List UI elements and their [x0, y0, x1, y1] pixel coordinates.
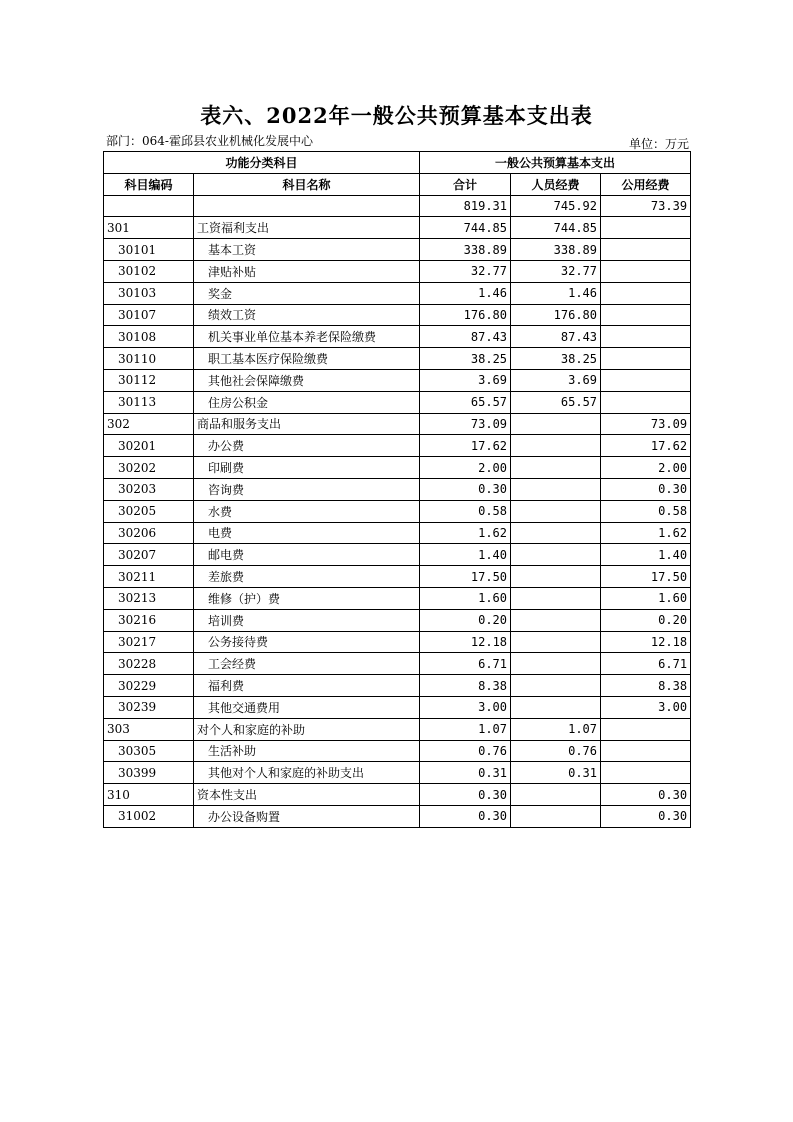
- cell-code: 30202: [104, 457, 194, 479]
- cell-personnel: 1.46: [511, 282, 601, 304]
- cell-code: 30216: [104, 609, 194, 631]
- cell-name: 咨询费: [194, 478, 420, 500]
- cell-name: 住房公积金: [194, 391, 420, 413]
- cell-public: 17.62: [601, 435, 691, 457]
- table-row: [104, 675, 691, 697]
- cell-personnel: [511, 435, 601, 457]
- cell-public: 6.71: [601, 653, 691, 675]
- cell-personnel: [511, 696, 601, 718]
- header-personnel: 人员经费: [511, 173, 601, 195]
- cell-public: 1.60: [601, 587, 691, 609]
- cell-total: 0.31: [420, 762, 511, 784]
- cell-total: 0.30: [420, 805, 511, 827]
- cell-name: 基本工资: [194, 239, 420, 261]
- table-row: [104, 435, 691, 457]
- cell-total: 819.31: [420, 195, 511, 217]
- cell-code: 30207: [104, 544, 194, 566]
- table-row: [104, 587, 691, 609]
- cell-code: 30239: [104, 696, 194, 718]
- cell-code: 301: [104, 217, 194, 239]
- cell-public: [601, 718, 691, 740]
- cell-personnel: 38.25: [511, 348, 601, 370]
- cell-public: 2.00: [601, 457, 691, 479]
- cell-name: 工资福利支出: [194, 217, 420, 239]
- cell-code: 30205: [104, 500, 194, 522]
- cell-total: 3.69: [420, 369, 511, 391]
- cell-name: 电费: [194, 522, 420, 544]
- cell-code: [104, 195, 194, 217]
- cell-total: 744.85: [420, 217, 511, 239]
- cell-name: 福利费: [194, 675, 420, 697]
- header-public: 公用经费: [601, 173, 691, 195]
- cell-total: 17.50: [420, 566, 511, 588]
- cell-personnel: [511, 413, 601, 435]
- cell-personnel: 744.85: [511, 217, 601, 239]
- cell-code: 30213: [104, 587, 194, 609]
- cell-code: 30217: [104, 631, 194, 653]
- header-group-budget: 一般公共预算基本支出: [420, 152, 691, 174]
- cell-personnel: 338.89: [511, 239, 601, 261]
- cell-personnel: [511, 500, 601, 522]
- cell-personnel: [511, 784, 601, 806]
- cell-personnel: [511, 653, 601, 675]
- header-group-row: [104, 152, 691, 174]
- cell-code: 30201: [104, 435, 194, 457]
- cell-code: 303: [104, 718, 194, 740]
- cell-name: 工会经费: [194, 653, 420, 675]
- header-column-row: [104, 173, 691, 195]
- cell-personnel: [511, 587, 601, 609]
- cell-total: 6.71: [420, 653, 511, 675]
- cell-total: 0.30: [420, 784, 511, 806]
- table-row: [104, 522, 691, 544]
- cell-name: 对个人和家庭的补助: [194, 718, 420, 740]
- cell-public: [601, 391, 691, 413]
- cell-public: 73.39: [601, 195, 691, 217]
- cell-name: 机关事业单位基本养老保险缴费: [194, 326, 420, 348]
- table-row: [104, 369, 691, 391]
- cell-public: 0.30: [601, 784, 691, 806]
- page-title: 表六、2022年一般公共预算基本支出表: [200, 103, 593, 128]
- cell-code: 30228: [104, 653, 194, 675]
- cell-code: 302: [104, 413, 194, 435]
- cell-public: 8.38: [601, 675, 691, 697]
- department-label: 部门：064-霍邱县农业机械化发展中心: [106, 134, 313, 148]
- cell-name: 其他对个人和家庭的补助支出: [194, 762, 420, 784]
- table-row: [104, 784, 691, 806]
- table-row: [104, 544, 691, 566]
- cell-name: 其他社会保障缴费: [194, 369, 420, 391]
- cell-total: 0.20: [420, 609, 511, 631]
- cell-name: 津贴补贴: [194, 260, 420, 282]
- cell-public: [601, 217, 691, 239]
- cell-personnel: [511, 566, 601, 588]
- cell-name: 生活补助: [194, 740, 420, 762]
- cell-total: 0.30: [420, 478, 511, 500]
- cell-public: 73.09: [601, 413, 691, 435]
- cell-public: [601, 762, 691, 784]
- cell-code: 30110: [104, 348, 194, 370]
- cell-total: 338.89: [420, 239, 511, 261]
- cell-public: 12.18: [601, 631, 691, 653]
- cell-personnel: 32.77: [511, 260, 601, 282]
- cell-total: 65.57: [420, 391, 511, 413]
- cell-code: 31002: [104, 805, 194, 827]
- cell-code: 30211: [104, 566, 194, 588]
- cell-name: 资本性支出: [194, 784, 420, 806]
- table-row: [104, 653, 691, 675]
- cell-public: 1.62: [601, 522, 691, 544]
- table-row: [104, 391, 691, 413]
- table-row: [104, 718, 691, 740]
- cell-total: 87.43: [420, 326, 511, 348]
- cell-personnel: 1.07: [511, 718, 601, 740]
- cell-code: 30103: [104, 282, 194, 304]
- cell-total: 1.62: [420, 522, 511, 544]
- cell-total: 32.77: [420, 260, 511, 282]
- cell-total: 176.80: [420, 304, 511, 326]
- table-row: [104, 413, 691, 435]
- cell-personnel: [511, 675, 601, 697]
- cell-name: 职工基本医疗保险缴费: [194, 348, 420, 370]
- cell-code: 310: [104, 784, 194, 806]
- cell-total: 38.25: [420, 348, 511, 370]
- cell-public: [601, 348, 691, 370]
- cell-total: 0.58: [420, 500, 511, 522]
- cell-public: 1.40: [601, 544, 691, 566]
- cell-personnel: [511, 805, 601, 827]
- cell-name: 公务接待费: [194, 631, 420, 653]
- table-row: [104, 282, 691, 304]
- table-row: [104, 217, 691, 239]
- cell-code: 30108: [104, 326, 194, 348]
- cell-total: 1.40: [420, 544, 511, 566]
- cell-name: 印刷费: [194, 457, 420, 479]
- cell-code: 30102: [104, 260, 194, 282]
- cell-public: 0.30: [601, 805, 691, 827]
- cell-public: 0.58: [601, 500, 691, 522]
- cell-personnel: [511, 609, 601, 631]
- cell-personnel: 0.76: [511, 740, 601, 762]
- cell-personnel: [511, 457, 601, 479]
- cell-public: [601, 326, 691, 348]
- table-row: [104, 631, 691, 653]
- cell-total: 8.38: [420, 675, 511, 697]
- header-code: 科目编码: [104, 173, 194, 195]
- table-row: [104, 696, 691, 718]
- cell-public: 0.20: [601, 609, 691, 631]
- cell-name: 办公设备购置: [194, 805, 420, 827]
- table-row: [104, 762, 691, 784]
- table-row: [104, 478, 691, 500]
- cell-public: 17.50: [601, 566, 691, 588]
- cell-name: 其他交通费用: [194, 696, 420, 718]
- table-header: [104, 152, 691, 196]
- cell-public: [601, 282, 691, 304]
- table-row: [104, 326, 691, 348]
- cell-code: 30101: [104, 239, 194, 261]
- budget-table: [103, 151, 691, 828]
- cell-code: 30113: [104, 391, 194, 413]
- table-row: [104, 348, 691, 370]
- cell-personnel: 65.57: [511, 391, 601, 413]
- cell-total: 73.09: [420, 413, 511, 435]
- cell-code: 30229: [104, 675, 194, 697]
- header-group-functional: 功能分类科目: [104, 152, 420, 174]
- table-row: [104, 195, 691, 217]
- cell-code: 30107: [104, 304, 194, 326]
- cell-personnel: 176.80: [511, 304, 601, 326]
- table-row: [104, 457, 691, 479]
- cell-total: 0.76: [420, 740, 511, 762]
- cell-name: 办公费: [194, 435, 420, 457]
- cell-code: 30305: [104, 740, 194, 762]
- table-row: [104, 304, 691, 326]
- cell-personnel: 87.43: [511, 326, 601, 348]
- cell-public: [601, 304, 691, 326]
- cell-name: [194, 195, 420, 217]
- cell-total: 3.00: [420, 696, 511, 718]
- cell-personnel: [511, 544, 601, 566]
- table-row: [104, 260, 691, 282]
- table-row: [104, 609, 691, 631]
- cell-name: 差旅费: [194, 566, 420, 588]
- cell-public: [601, 239, 691, 261]
- cell-public: [601, 369, 691, 391]
- table-body: [104, 195, 691, 827]
- cell-personnel: [511, 478, 601, 500]
- cell-code: 30112: [104, 369, 194, 391]
- cell-personnel: [511, 522, 601, 544]
- cell-public: 3.00: [601, 696, 691, 718]
- cell-name: 商品和服务支出: [194, 413, 420, 435]
- cell-code: 30399: [104, 762, 194, 784]
- cell-total: 12.18: [420, 631, 511, 653]
- table-row: [104, 239, 691, 261]
- table-row: [104, 805, 691, 827]
- cell-public: [601, 740, 691, 762]
- cell-name: 水费: [194, 500, 420, 522]
- cell-personnel: 3.69: [511, 369, 601, 391]
- cell-name: 维修（护）费: [194, 587, 420, 609]
- unit-label: 单位：万元: [628, 137, 689, 151]
- cell-public: [601, 260, 691, 282]
- table-row: [104, 740, 691, 762]
- cell-total: 1.60: [420, 587, 511, 609]
- header-name: 科目名称: [194, 173, 420, 195]
- cell-name: 奖金: [194, 282, 420, 304]
- table-row: [104, 500, 691, 522]
- cell-code: 30203: [104, 478, 194, 500]
- cell-total: 1.07: [420, 718, 511, 740]
- cell-total: 2.00: [420, 457, 511, 479]
- cell-name: 培训费: [194, 609, 420, 631]
- table-row: [104, 566, 691, 588]
- cell-personnel: 0.31: [511, 762, 601, 784]
- cell-total: 1.46: [420, 282, 511, 304]
- header-total: 合计: [420, 173, 511, 195]
- cell-public: 0.30: [601, 478, 691, 500]
- cell-personnel: [511, 631, 601, 653]
- cell-code: 30206: [104, 522, 194, 544]
- cell-name: 绩效工资: [194, 304, 420, 326]
- cell-name: 邮电费: [194, 544, 420, 566]
- cell-total: 17.62: [420, 435, 511, 457]
- cell-personnel: 745.92: [511, 195, 601, 217]
